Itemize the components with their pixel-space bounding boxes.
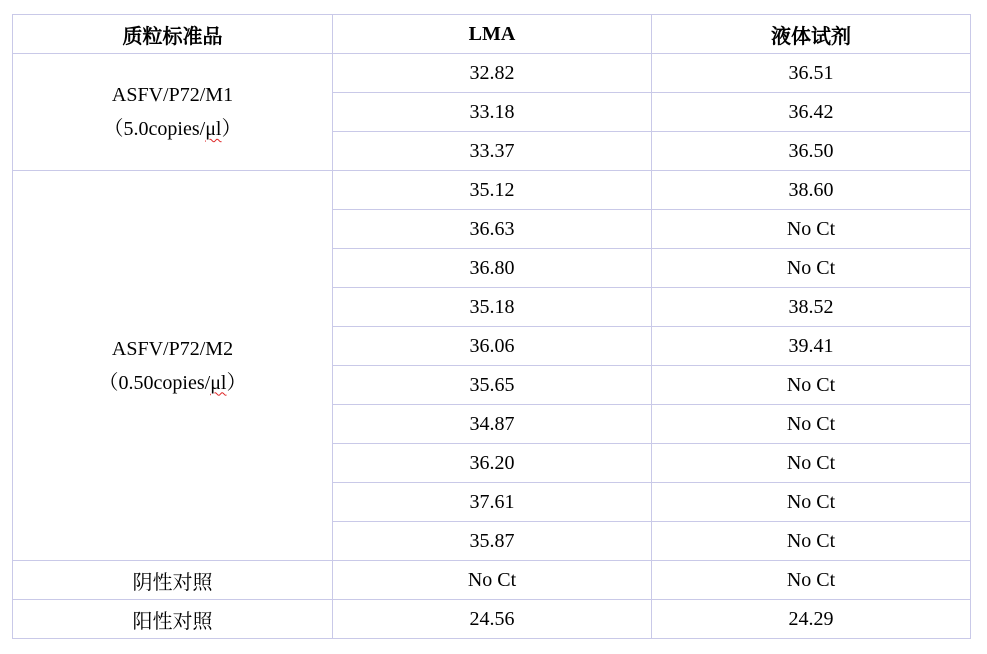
group-label-m1 [13, 54, 333, 171]
label-concentration: （5.0copies/ [103, 118, 206, 140]
cell-liquid: 36.42 [652, 93, 971, 132]
table-row [13, 54, 971, 93]
header-lma: LMA [333, 15, 652, 54]
cell-lma: 35.18 [333, 288, 652, 327]
cell-liquid: No Ct [652, 444, 971, 483]
cell-lma: 24.56 [333, 600, 652, 639]
cell-liquid: 36.50 [652, 132, 971, 171]
group-label-line2 [13, 112, 332, 146]
cell-liquid: 38.52 [652, 288, 971, 327]
header-liquid-reagent: 液体试剂 [652, 15, 971, 54]
cell-liquid: 38.60 [652, 171, 971, 210]
cell-lma: 36.06 [333, 327, 652, 366]
cell-lma: 35.65 [333, 366, 652, 405]
cell-liquid: 39.41 [652, 327, 971, 366]
cell-lma: No Ct [333, 561, 652, 600]
cell-liquid: No Ct [652, 249, 971, 288]
cell-liquid: No Ct [652, 561, 971, 600]
cell-lma: 36.80 [333, 249, 652, 288]
label-paren-close: ） [226, 371, 247, 394]
cell-lma: 34.87 [333, 405, 652, 444]
group-label-line1: ASFV/P72/M1 [111, 84, 234, 106]
cell-liquid: No Ct [652, 405, 971, 444]
group-label-m2 [13, 171, 333, 561]
group-label-line2 [13, 366, 332, 400]
results-table [12, 14, 971, 639]
cell-liquid: 36.51 [652, 54, 971, 93]
table-row-positive-control [13, 600, 971, 639]
cell-liquid: No Ct [652, 483, 971, 522]
cell-liquid: No Ct [652, 210, 971, 249]
label-concentration: （0.50copies/ [98, 371, 211, 394]
cell-lma: 32.82 [333, 54, 652, 93]
table-row [13, 171, 971, 210]
header-row [13, 15, 971, 54]
cell-liquid: 24.29 [652, 600, 971, 639]
label-paren-close: ） [221, 118, 242, 140]
cell-lma: 33.37 [333, 132, 652, 171]
label-unit: μl [205, 118, 222, 140]
label-unit: μl [210, 371, 227, 394]
table-row-negative-control [13, 561, 971, 600]
cell-lma: 35.87 [333, 522, 652, 561]
negative-control-label: 阴性对照 [13, 561, 333, 600]
cell-lma: 36.20 [333, 444, 652, 483]
cell-liquid: No Ct [652, 522, 971, 561]
positive-control-label: 阳性对照 [13, 600, 333, 639]
cell-lma: 33.18 [333, 93, 652, 132]
cell-lma: 37.61 [333, 483, 652, 522]
group-label-line1: ASFV/P72/M2 [111, 337, 234, 360]
header-plasmid-standard: 质粒标准品 [13, 15, 333, 54]
cell-lma: 35.12 [333, 171, 652, 210]
cell-liquid: No Ct [652, 366, 971, 405]
cell-lma: 36.63 [333, 210, 652, 249]
